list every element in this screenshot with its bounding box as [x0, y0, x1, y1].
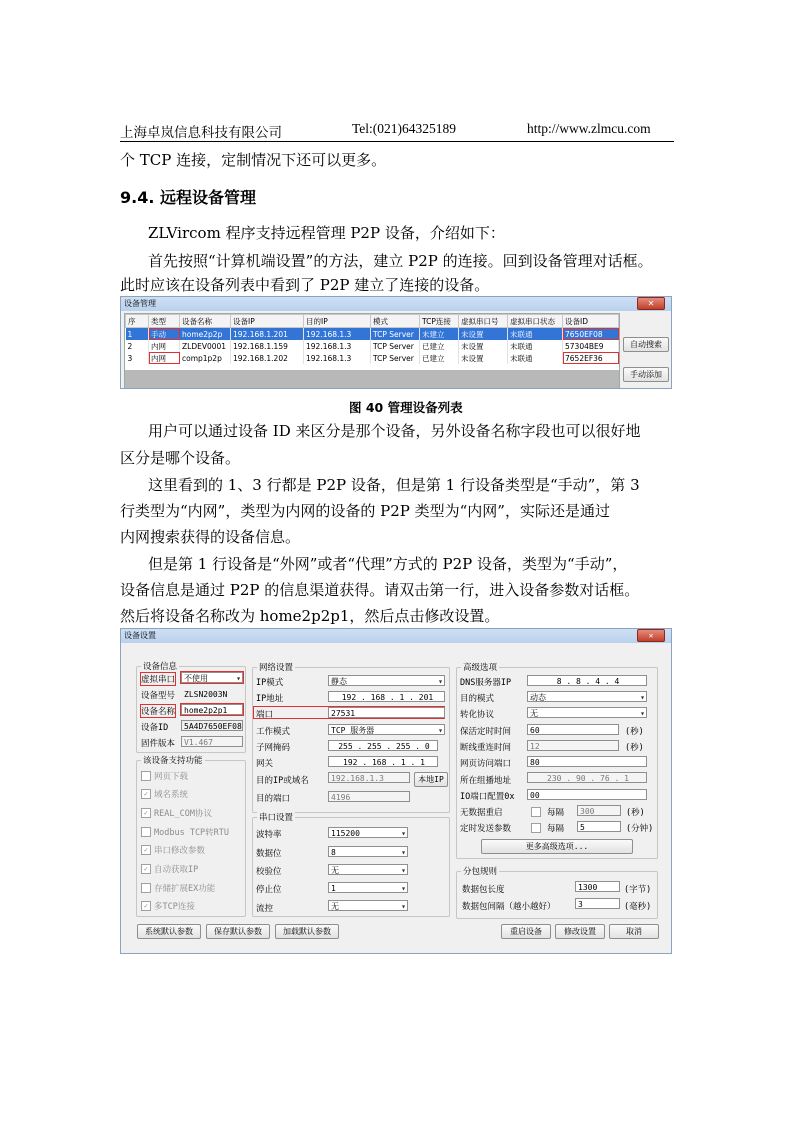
table-cell: 192.168.1.202 — [231, 352, 304, 364]
table-cell: 57304BE9 — [563, 340, 619, 352]
modify-settings-button[interactable]: 修改设置 — [555, 924, 605, 939]
io-config-label: IO端口配置0x — [460, 792, 515, 802]
column-header[interactable]: 目的IP — [304, 315, 371, 328]
ip-mode-select[interactable]: 静态 ▾ — [328, 675, 445, 686]
table-cell: 未设置 — [459, 352, 508, 364]
figure-caption: 图 40 管理设备列表 — [349, 400, 463, 415]
table-cell: 192.168.1.3 — [304, 328, 371, 341]
flow-control-label: 流控 — [256, 904, 274, 914]
web-port-label: 网页访问端口 — [460, 759, 512, 769]
device-name-label: 设备名称 — [141, 707, 176, 717]
timed-send-input[interactable]: 5 — [577, 821, 621, 832]
every-label: 每隔 — [547, 824, 565, 834]
dns-label: DNS服务器IP — [460, 678, 512, 688]
table-cell: 7652EF36 — [563, 352, 619, 364]
paragraph-line: 首先按照“计算机端设置”的方法，建立 P2P 的连接。回到设备管理对话框。 — [148, 252, 653, 270]
feature-checkbox: ✓ — [141, 808, 151, 818]
table-cell: comp1p2p — [180, 352, 231, 364]
subnet-mask-input[interactable]: 255 . 255 . 255 . 0 — [328, 740, 438, 751]
feature-checkbox: ✓ — [141, 901, 151, 911]
feature-checkbox — [141, 771, 151, 781]
gateway-label: 网关 — [256, 759, 274, 769]
auto-search-button[interactable]: 自动搜索 — [623, 337, 669, 352]
baud-label: 波特率 — [256, 830, 282, 840]
feature-checkbox — [141, 827, 151, 837]
table-cell: 未设置 — [459, 328, 508, 341]
multicast-label: 所在组播地址 — [460, 776, 512, 786]
paragraph-line: 但是第 1 行设备是“外网”或者“代理”方式的 P2P 设备，类型为“手动”， — [148, 555, 628, 573]
table-cell: 1 — [126, 328, 149, 341]
paragraph-line: 行类型为“内网”，类型为内网的设备的 P2P 类型为“内网”，实际还是通过 — [120, 502, 610, 520]
dns-input[interactable]: 8 . 8 . 4 . 4 — [527, 675, 647, 686]
feature-label: 存储扩展EX功能 — [154, 884, 216, 894]
group-title: 串口设置 — [259, 813, 294, 823]
convert-protocol-select[interactable]: 无 ▾ — [527, 707, 647, 718]
table-cell: 已建立 — [420, 340, 459, 352]
table-cell: 192.168.1.201 — [231, 328, 304, 341]
work-mode-label: 工作模式 — [256, 727, 291, 737]
column-header[interactable]: 设备IP — [231, 315, 304, 328]
no-data-reboot-checkbox[interactable] — [531, 807, 541, 817]
table-cell: home2p2p — [180, 328, 231, 341]
column-header[interactable]: 设备名称 — [180, 315, 231, 328]
reconnect-label: 断线重连时间 — [460, 743, 512, 753]
table-cell: 未设置 — [459, 340, 508, 352]
table-row[interactable] — [126, 340, 619, 352]
save-default-button[interactable]: 保存默认参数 — [206, 924, 270, 939]
feature-checkbox — [141, 883, 151, 893]
local-ip-button[interactable]: 本地IP — [414, 772, 448, 787]
dest-port-input[interactable]: 4196 — [328, 791, 410, 802]
convert-protocol-label: 转化协议 — [460, 710, 495, 720]
virtual-port-label: 虚拟串口 — [141, 675, 176, 685]
feature-checkbox: ✓ — [141, 845, 151, 855]
column-header[interactable]: 虚拟串口状态 — [508, 315, 563, 328]
packet-gap-label: 数据包间隔（越小越好） — [462, 902, 556, 912]
cancel-button[interactable]: 取消 — [609, 924, 659, 939]
title-bar — [121, 629, 671, 643]
group-title: 网络设置 — [259, 663, 294, 673]
table-cell: 2 — [126, 340, 149, 352]
firmware-value: V1.467 — [181, 736, 243, 747]
device-settings-dialog — [120, 628, 672, 954]
table-cell: 内网 — [149, 340, 180, 352]
device-id-label: 设备ID — [141, 723, 169, 733]
reboot-button[interactable]: 重启设备 — [501, 924, 551, 939]
table-cell: 192.168.1.3 — [304, 340, 371, 352]
work-mode-select[interactable]: TCP 服务器 ▾ — [328, 724, 445, 735]
data-bits-select[interactable]: 8 ▾ — [328, 846, 408, 857]
feature-label: 串口修改参数 — [154, 846, 206, 856]
more-advanced-button[interactable]: 更多高级选项... — [481, 839, 633, 854]
baud-select[interactable]: 115200 ▾ — [328, 827, 408, 838]
ip-address-label: IP地址 — [256, 694, 284, 704]
paragraph-line: 个 TCP 连接，定制情况下还可以更多。 — [120, 151, 387, 169]
device-id-value: 5A4D7650EF08 — [181, 720, 243, 731]
table-empty-area — [125, 370, 619, 388]
no-data-reboot-label: 无数据重启 — [460, 808, 503, 818]
reconnect-unit: (秒) — [625, 743, 644, 753]
table-cell: ZLDEV0001 — [180, 340, 231, 352]
every-label: 每隔 — [547, 808, 565, 818]
dest-mode-select[interactable]: 动态 ▾ — [527, 691, 647, 702]
table-cell: 192.168.1.3 — [304, 352, 371, 364]
packet-length-unit: (字节) — [624, 885, 652, 895]
table-cell: 已建立 — [420, 352, 459, 364]
no-data-reboot-input[interactable]: 300 — [577, 805, 621, 816]
firmware-label: 固件版本 — [141, 739, 176, 749]
table-cell: 未联通 — [508, 328, 563, 341]
dest-mode-label: 目的模式 — [460, 694, 495, 704]
flow-control-select[interactable]: 无 ▾ — [328, 900, 408, 911]
table-cell: TCP Server — [371, 352, 420, 364]
column-header[interactable]: 模式 — [371, 315, 420, 328]
group-title: 设备信息 — [143, 662, 178, 672]
multicast-input[interactable]: 230 . 90 . 76 . 1 — [527, 772, 647, 783]
parity-select[interactable]: 无 ▾ — [328, 864, 408, 875]
table-cell: 7650EF08 — [563, 328, 619, 341]
stop-bits-label: 停止位 — [256, 885, 282, 895]
device-table — [124, 313, 620, 389]
gateway-input[interactable]: 192 . 168 . 1 . 1 — [328, 756, 438, 767]
web-port-input[interactable]: 80 — [527, 756, 647, 767]
ip-mode-label: IP模式 — [256, 678, 284, 688]
feature-label: 多TCP连接 — [154, 902, 195, 912]
section-title: 9.4. 远程设备管理 — [120, 188, 256, 207]
dialog-title: 设备设置 — [124, 631, 156, 640]
table-header-row — [126, 315, 619, 328]
feature-label: 自动获取IP — [154, 865, 199, 875]
header-rule — [120, 141, 674, 142]
table-cell: 未联通 — [508, 352, 563, 364]
dest-port-label: 目的端口 — [256, 794, 291, 804]
packet-length-label: 数据包长度 — [462, 885, 505, 895]
window-title: 设备管理 — [124, 299, 156, 308]
timed-send-checkbox[interactable] — [531, 823, 541, 833]
feature-label: 网页下载 — [154, 772, 189, 782]
stop-bits-select[interactable]: 1 ▾ — [328, 882, 408, 893]
close-button[interactable]: ✕ — [637, 629, 665, 642]
table-cell: 3 — [126, 352, 149, 364]
column-header[interactable]: 类型 — [149, 315, 180, 328]
timed-send-label: 定时发送参数 — [460, 824, 512, 834]
packet-gap-input[interactable]: 3 — [575, 898, 620, 909]
table-row[interactable] — [126, 352, 619, 364]
paragraph-line: 内网搜索获得的设备信息。 — [120, 528, 301, 546]
packet-length-input[interactable]: 1300 — [575, 881, 620, 892]
feature-checkbox: ✓ — [141, 789, 151, 799]
model-value: ZLSN2003N — [181, 688, 243, 699]
keepalive-unit: (秒) — [625, 727, 644, 737]
paragraph-line: 然后将设备名称改为 home2p2p1，然后点击修改设置。 — [120, 607, 500, 625]
table-cell: TCP Server — [371, 340, 420, 352]
feature-label: 域名系统 — [154, 790, 189, 800]
paragraph-line: 设备信息是通过 P2P 的信息渠道获得。请双击第一行，进入设备参数对话框。 — [120, 581, 640, 599]
close-button[interactable]: ✕ — [637, 297, 665, 310]
group-title: 高级选项 — [463, 663, 498, 673]
table-cell: 手动 — [149, 328, 180, 341]
keepalive-label: 保活定时时间 — [460, 727, 512, 737]
table-cell: 192.168.1.159 — [231, 340, 304, 352]
header-company: 上海卓岚信息科技有限公司 — [120, 125, 282, 140]
column-header[interactable]: 虚拟串口号 — [459, 315, 508, 328]
paragraph-line: 区分是哪个设备。 — [120, 449, 241, 467]
model-label: 设备型号 — [141, 691, 176, 701]
device-manager-window — [120, 296, 672, 389]
dest-ip-input[interactable]: 192.168.1.3 — [328, 772, 410, 783]
feature-label: REAL_COM协议 — [154, 809, 212, 819]
group-title: 分包规则 — [463, 867, 498, 877]
load-default-button[interactable]: 加载默认参数 — [275, 924, 339, 939]
parity-label: 校验位 — [256, 867, 282, 877]
packet-gap-unit: (毫秒) — [624, 902, 652, 912]
paragraph-line: 这里看到的 1、3 行都是 P2P 设备，但是第 1 行设备类型是“手动”，第 3 — [148, 476, 640, 494]
port-label: 端口 — [256, 710, 274, 720]
keepalive-input[interactable]: 60 — [527, 724, 619, 735]
subnet-mask-label: 子网掩码 — [256, 743, 291, 753]
virtual-port-select[interactable]: 不使用 ▾ — [181, 672, 243, 683]
paragraph-line: ZLVircom 程序支持远程管理 P2P 设备，介绍如下： — [148, 224, 505, 242]
no-data-reboot-unit: (秒) — [626, 808, 645, 818]
column-header[interactable]: TCP连接 — [420, 315, 459, 328]
column-header[interactable]: 序 — [126, 315, 149, 328]
table-cell: 未建立 — [420, 328, 459, 341]
device-name-input[interactable]: home2p2p1 — [181, 704, 243, 715]
table-cell: TCP Server — [371, 328, 420, 341]
paragraph-line: 此时应该在设备列表中看到了 P2P 建立了连接的设备。 — [120, 276, 490, 294]
title-bar — [121, 297, 671, 311]
column-header[interactable]: 设备ID — [563, 315, 619, 328]
feature-label: Modbus TCP转RTU — [154, 828, 230, 838]
ip-address-input[interactable]: 192 . 168 . 1 . 201 — [328, 691, 445, 702]
header-url: http://www.zlmcu.com — [527, 121, 651, 136]
header-tel: Tel:(021)64325189 — [352, 121, 457, 136]
manual-add-button[interactable]: 手动添加 — [623, 367, 669, 382]
data-bits-label: 数据位 — [256, 849, 282, 859]
table-row[interactable] — [126, 328, 619, 341]
system-default-button[interactable]: 系统默认参数 — [137, 924, 201, 939]
table-cell: 内网 — [149, 352, 180, 364]
timed-send-unit: (分钟) — [626, 824, 654, 834]
dest-ip-label: 目的IP或域名 — [256, 776, 309, 786]
group-title: 该设备支持功能 — [143, 756, 203, 766]
io-config-input[interactable]: 00 — [527, 789, 647, 800]
feature-checkbox: ✓ — [141, 864, 151, 874]
reconnect-input[interactable]: 12 — [527, 740, 619, 751]
paragraph-line: 用户可以通过设备 ID 来区分是那个设备，另外设备名称字段也可以很好地 — [148, 422, 641, 440]
port-input[interactable]: 27531 — [328, 707, 445, 718]
table-cell: 未联通 — [508, 340, 563, 352]
